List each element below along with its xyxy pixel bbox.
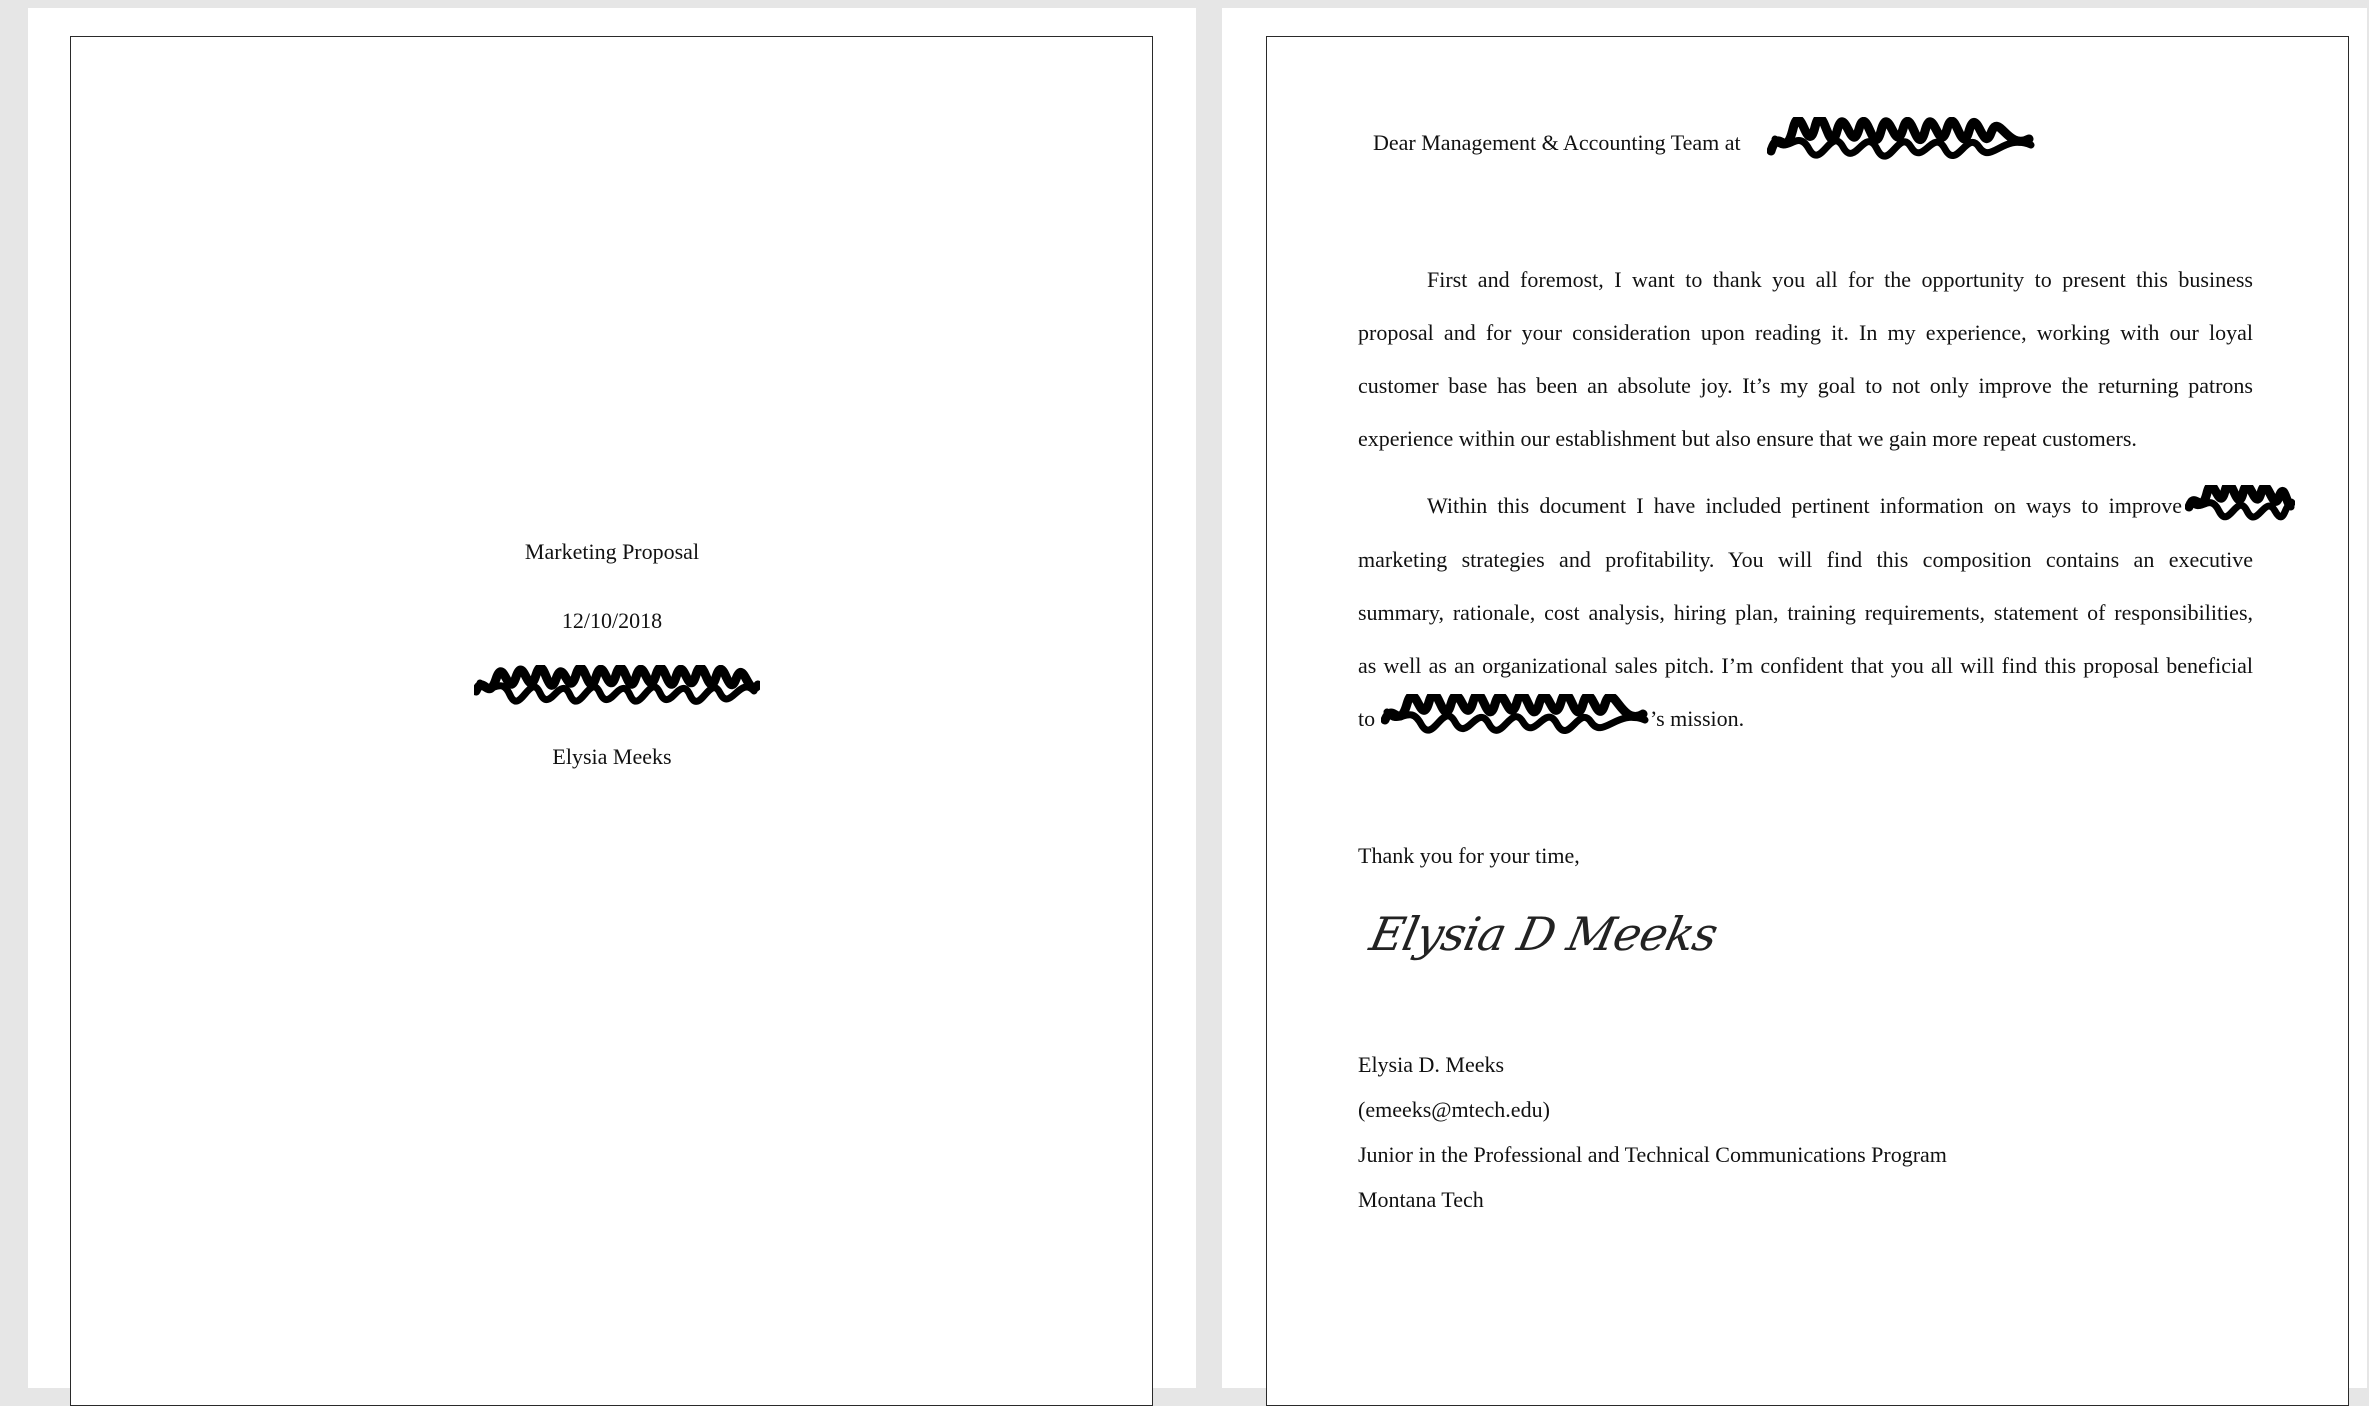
paragraph1-line: First and foremost, I want to thank you all for the opportunity to present this business	[1427, 267, 2253, 292]
salutation: Dear Management & Accounting Team at	[1373, 130, 1741, 155]
paragraph2-last-prefix: to	[1358, 706, 1376, 731]
cover-title: Marketing Proposal	[524, 539, 700, 564]
redaction-mark	[1381, 694, 1651, 736]
paragraph2-line: as well as an organizational sales pitch. I’m confident that you all will find this proposal beneficial	[1358, 653, 2253, 678]
paragraph2-line: Within this document I have included pertinent information on ways to improve	[1427, 493, 2182, 518]
letter-page	[1266, 36, 2349, 1406]
cover-author: Elysia Meeks	[552, 744, 672, 769]
paragraph2-line: marketing strategies and profitability. You will find this composition contains an executive	[1358, 547, 2253, 572]
cover-date: 12/10/2018	[561, 608, 663, 633]
paragraph1-line: customer base has been an absolute joy. It’s my goal to not only improve the returning patrons	[1358, 373, 2253, 398]
closing: Thank you for your time,	[1358, 843, 1580, 868]
paragraph1-line: proposal and for your consideration upon reading it. In my experience, working with our loyal	[1358, 320, 2253, 345]
paragraph2-last-suffix: ’s mission.	[1650, 706, 1745, 731]
signature-school: Montana Tech	[1358, 1187, 1484, 1212]
redaction-mark	[2185, 485, 2295, 521]
signature-email: (emeeks@mtech.edu)	[1358, 1097, 1550, 1122]
signature-name: Elysia D. Meeks	[1358, 1052, 1505, 1077]
cover-page	[70, 36, 1153, 1406]
paragraph1-line: experience within our establishment but also ensure that we gain more repeat customers.	[1358, 426, 2137, 451]
redaction-mark	[1767, 117, 2037, 167]
redaction-mark	[474, 665, 760, 707]
paragraph2-line: summary, rationale, cost analysis, hiring plan, training requirements, statement of responsibilities,	[1358, 600, 2253, 625]
signature: Elysia D Meeks	[1365, 907, 1722, 961]
signature-program: Junior in the Professional and Technical Communications Program	[1358, 1142, 1947, 1167]
